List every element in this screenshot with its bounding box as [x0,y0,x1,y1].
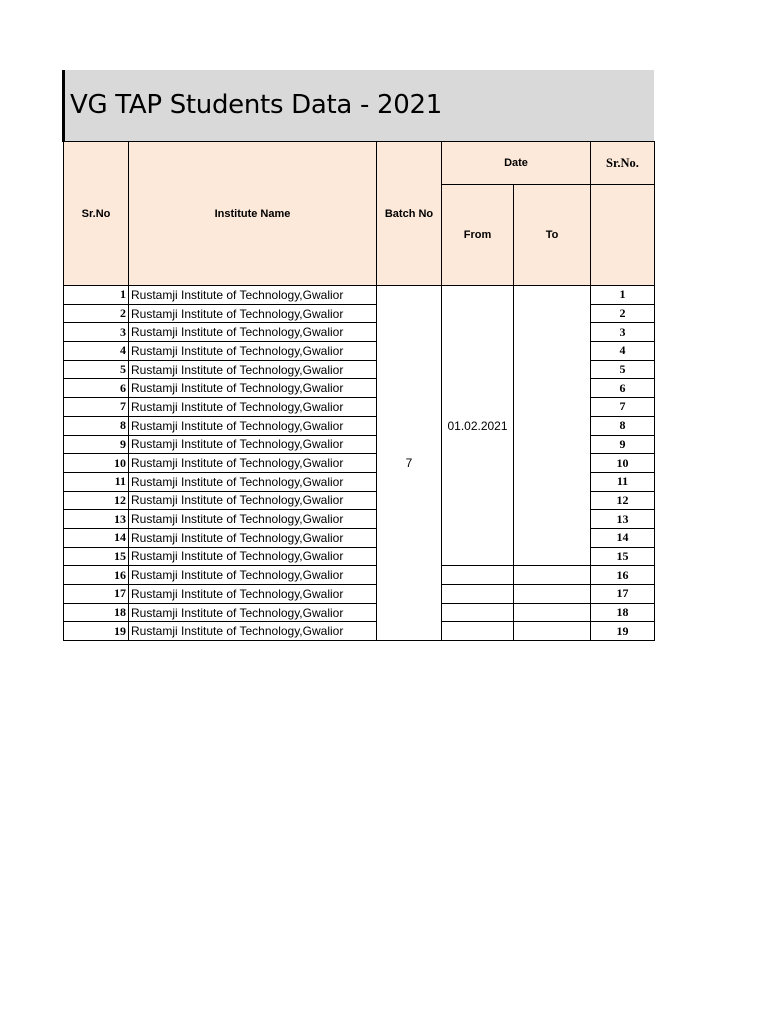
to-empty-cell [514,585,591,604]
row-institute: Rustamji Institute of Technology,Gwalior [129,510,377,529]
row-srno2: 5 [591,360,655,379]
row-institute: Rustamji Institute of Technology,Gwalior [129,342,377,361]
header-srno: Sr.No [64,142,129,286]
row-srno: 13 [64,510,129,529]
row-srno2: 9 [591,435,655,454]
row-srno: 16 [64,566,129,585]
row-institute: Rustamji Institute of Technology,Gwalior [129,286,377,305]
table-row [64,603,655,622]
row-institute: Rustamji Institute of Technology,Gwalior [129,435,377,454]
header-institute: Institute Name [129,142,377,286]
header-from: From [442,185,514,286]
row-srno: 19 [64,622,129,641]
title-bar [62,70,654,142]
row-srno2: 6 [591,379,655,398]
row-srno: 6 [64,379,129,398]
row-srno: 1 [64,286,129,305]
row-srno2: 12 [591,491,655,510]
row-srno2: 14 [591,528,655,547]
row-institute: Rustamji Institute of Technology,Gwalior [129,416,377,435]
row-srno: 11 [64,472,129,491]
row-srno: 12 [64,491,129,510]
row-srno: 8 [64,416,129,435]
to-empty-cell [514,603,591,622]
from-date-cell: 01.02.2021 [442,286,514,566]
row-srno2: 19 [591,622,655,641]
row-institute: Rustamji Institute of Technology,Gwalior [129,398,377,417]
row-institute: Rustamji Institute of Technology,Gwalior [129,528,377,547]
row-institute: Rustamji Institute of Technology,Gwalior [129,547,377,566]
header-empty [591,185,655,286]
row-srno2: 13 [591,510,655,529]
row-srno: 15 [64,547,129,566]
row-srno: 10 [64,454,129,473]
row-institute: Rustamji Institute of Technology,Gwalior [129,585,377,604]
table-row [64,286,655,305]
from-empty-cell [442,566,514,585]
row-srno2: 18 [591,603,655,622]
from-empty-cell [442,603,514,622]
batch-no-cell: 7 [377,286,442,641]
header-date: Date [442,142,591,185]
to-date-cell [514,286,591,566]
row-institute: Rustamji Institute of Technology,Gwalior [129,491,377,510]
row-srno2: 15 [591,547,655,566]
row-institute: Rustamji Institute of Technology,Gwalior [129,323,377,342]
header-srno2: Sr.No. [591,142,655,185]
row-srno: 7 [64,398,129,417]
table-row [64,622,655,641]
row-srno: 4 [64,342,129,361]
row-srno2: 11 [591,472,655,491]
row-srno2: 1 [591,286,655,305]
row-institute: Rustamji Institute of Technology,Gwalior [129,622,377,641]
row-srno: 9 [64,435,129,454]
row-institute: Rustamji Institute of Technology,Gwalior [129,360,377,379]
row-srno2: 7 [591,398,655,417]
table-row [64,566,655,585]
row-srno2: 17 [591,585,655,604]
header-to: To [514,185,591,286]
table-body [64,142,655,641]
row-institute: Rustamji Institute of Technology,Gwalior [129,304,377,323]
row-srno2: 16 [591,566,655,585]
row-srno: 3 [64,323,129,342]
row-srno: 5 [64,360,129,379]
from-empty-cell [442,622,514,641]
to-empty-cell [514,622,591,641]
from-empty-cell [442,585,514,604]
page-title: VG TAP Students Data - 2021 [70,90,443,120]
row-srno: 2 [64,304,129,323]
to-empty-cell [514,566,591,585]
table-row [64,585,655,604]
row-srno: 18 [64,603,129,622]
row-srno2: 8 [591,416,655,435]
row-institute: Rustamji Institute of Technology,Gwalior [129,379,377,398]
row-srno: 14 [64,528,129,547]
row-srno2: 10 [591,454,655,473]
row-institute: Rustamji Institute of Technology,Gwalior [129,603,377,622]
row-srno2: 3 [591,323,655,342]
header-batch: Batch No [377,142,442,286]
row-institute: Rustamji Institute of Technology,Gwalior [129,566,377,585]
row-srno2: 2 [591,304,655,323]
row-institute: Rustamji Institute of Technology,Gwalior [129,454,377,473]
header-row [64,142,655,185]
row-srno: 17 [64,585,129,604]
students-table [63,141,655,641]
row-srno2: 4 [591,342,655,361]
row-institute: Rustamji Institute of Technology,Gwalior [129,472,377,491]
